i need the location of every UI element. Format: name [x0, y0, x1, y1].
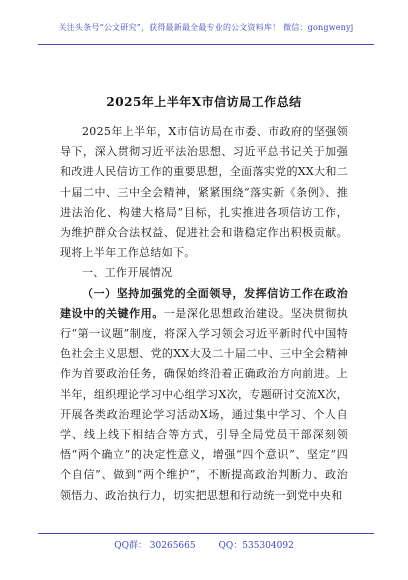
document-title: 2025年上半年X市信访局工作总结	[106, 95, 302, 109]
footer-qq-group: QQ群： 30265665	[114, 541, 196, 551]
item-body: 一是深化思想政治建设。坚决贯彻执行“第一议题”制度，将深入学习领会习近平新时代中国特色社会主义思想、党的XX大及二十届二中、三中全会精神作为首要政治任务，确保始终沿着正确政治方向前进。上半年，组织理论学习中心组学习X次，专题研讨交流X次，开展各类政治理论学习活动X场，通过集中学习、个人自学、线上线下相结合等方式，引导全局党员干部深刻领悟“两个确立”的决定性意义，增强“四个意识”、坚定“四个自信”、做到“两个维护”，不断提高政治判断力、政治领悟力、政治执行力，切实把思想和行动统一到党中央和	[60, 306, 348, 502]
footer-contact	[0, 538, 408, 551]
header-banner: 关注头条号“公文研究”，获得最新最全最专业的公文资料库！ 微信：gongwenyj	[58, 23, 354, 32]
intro-paragraph: 2025年上半年，X市信访局在市委、市政府的坚强领导下，深入贯彻习近平法治思想、习近平总书记关于加强和改进人民信访工作的重要思想，全面落实党的XX大和二十届二中、三中全会精神，紧紧围绕“落实新《条例》、推进法治化、构建大格局”目标，扎实推进各项信访工作，为维护群众合法权益、促进社会和谐稳定作出积极贡献。现将上半年工作总结如下。	[60, 125, 348, 260]
footer-qq: QQ：535304092	[218, 541, 294, 551]
item-lead: （一）坚持加强党的全面领导，发挥信访工作在政治建设中的关键作用。	[60, 286, 348, 320]
header-divider	[38, 44, 374, 45]
footer-divider	[38, 533, 374, 534]
item-paragraph	[60, 284, 348, 506]
section-heading: 一、工作开展情况	[82, 266, 173, 280]
document-body	[60, 122, 348, 506]
